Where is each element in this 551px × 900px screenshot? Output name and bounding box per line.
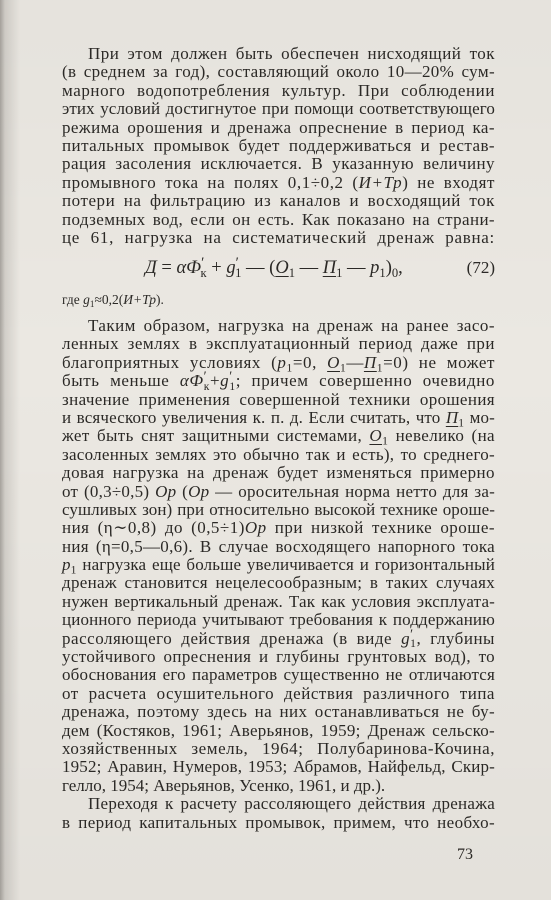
text-run: дренажа, поэтому здесь на них останавливаться не бу-: [62, 702, 495, 722]
line-text: [62, 703, 495, 721]
italic-symbol: p: [62, 555, 71, 575]
text-run: невелико (на: [388, 426, 495, 446]
paragraph: [62, 45, 495, 247]
italic-symbol: Д: [145, 258, 157, 278]
paragraph: [62, 795, 495, 832]
text-line: [62, 119, 495, 137]
text-run: жет быть снят защитными системами,: [62, 426, 370, 446]
subscript: 1: [410, 637, 417, 651]
text-run: Таким образом, нагрузка на дренаж на ранее засо-: [88, 316, 495, 335]
subscript: 1: [286, 361, 293, 375]
line-text: [62, 446, 495, 464]
italic-symbol: g: [401, 628, 411, 648]
text-run: ) не входят: [402, 172, 495, 192]
text-line: [62, 593, 495, 611]
text-run: хозяйственных земель, 1964; Полубаринова-Кочина,: [62, 738, 495, 758]
line-text: [62, 407, 495, 430]
line-text: [62, 519, 495, 537]
line-text: [62, 574, 495, 592]
text-run: от (0,3÷0,5): [62, 481, 156, 501]
line-text: [62, 174, 495, 192]
text-line: [62, 703, 495, 721]
text-run: це 61, нагрузка на систематический дренаж равна:: [62, 227, 495, 247]
subscript: 1: [376, 361, 384, 375]
text-run: сушливых зон) при относительно высокой технике ороше-: [62, 499, 495, 519]
text-run: где: [62, 292, 84, 307]
text-run: ): [385, 258, 392, 278]
line-text: [62, 483, 495, 501]
underlined-symbol: П: [363, 352, 377, 372]
text-line: [62, 464, 495, 482]
line-text: [62, 426, 495, 449]
line-text: [62, 211, 495, 229]
subscript: 1: [229, 379, 236, 393]
subscript: 1: [235, 266, 242, 281]
text-line: [62, 611, 495, 629]
text-run: при низкой технике ороше-: [266, 518, 495, 538]
line-text: [62, 814, 495, 832]
text-run: , глубины: [416, 628, 495, 648]
line-text: [62, 368, 495, 393]
italic-symbol: g: [226, 258, 236, 278]
line-text: [62, 777, 385, 795]
line-text: [62, 352, 495, 375]
text-line: [62, 335, 495, 353]
line-text: [62, 501, 495, 519]
text-run: быть меньше: [62, 371, 180, 391]
subscript: 1: [339, 361, 347, 375]
text-run: —: [342, 258, 371, 278]
text-run: промывного тока на полях 0,1÷0,2 (: [62, 172, 359, 192]
italic-symbol: p: [370, 258, 380, 278]
line-text: [62, 82, 495, 100]
text-line: [62, 777, 495, 795]
line-text: [62, 611, 495, 629]
text-run: потери на фильтрацию из каналов и восходящий ток: [62, 191, 495, 211]
text-run: ).: [156, 292, 164, 307]
line-text: [62, 464, 495, 482]
line-text: [62, 63, 495, 81]
text-run: —: [346, 352, 364, 372]
text-line: [62, 100, 495, 118]
text-run: гелло, 1954; Аверьянов, Усенко, 1961, и др.).: [62, 775, 386, 795]
text-line: [62, 758, 495, 776]
text-line: [62, 501, 495, 519]
subscript: 1: [379, 266, 386, 281]
text-run: обоснования его параметров существенно не отличаются: [62, 665, 495, 685]
text-run: (в среднем за год), составляющий около 10—20% сум-: [62, 62, 495, 82]
text-run: 1952; Аравин, Нумеров, 1953; Абрамов, Найфельд, Скир-: [62, 757, 495, 777]
line-text: [62, 740, 495, 758]
text-run: рация засоления исключается. В указанную величину: [62, 154, 495, 174]
subscript: 1: [382, 435, 389, 449]
prime-superscript: ′: [229, 368, 233, 384]
italic-symbol: g: [220, 371, 230, 391]
prime-superscript: ′: [410, 625, 414, 641]
line-text: [62, 685, 495, 703]
text-run: устойчивого опреснения и глубины грунтовых вод), то: [62, 647, 495, 667]
subscript: 1: [89, 298, 95, 309]
line-text: [62, 137, 495, 155]
page-number: 73: [457, 846, 473, 863]
underlined-symbol: П: [322, 258, 337, 278]
text-run: =: [156, 258, 177, 278]
italic-symbol: Ор: [188, 481, 210, 501]
line-text: [62, 335, 495, 353]
text-run: и всяческого увеличения к. п. д. Если считать, что: [62, 407, 446, 427]
text-run: режима орошения и дренажа опреснение в период ка-: [62, 117, 495, 137]
underlined-symbol: О: [369, 426, 383, 446]
prime-superscript: ′: [201, 254, 205, 271]
text-run: (: [176, 481, 189, 501]
text-run: этих условий достигнутое при помощи соответствующего: [62, 99, 495, 119]
subscript: 1: [70, 563, 77, 577]
text-run: от расчета осушительного действия различного типа: [62, 683, 495, 703]
text-line: [62, 317, 495, 335]
paragraph: [62, 317, 495, 795]
text-line: [62, 82, 495, 100]
text-line: [62, 666, 495, 684]
text-run: =0,: [292, 352, 328, 372]
line-text: [88, 317, 495, 335]
text-run: +: [209, 371, 221, 391]
line-text: [62, 625, 495, 651]
line-text: [62, 722, 495, 740]
underlined-symbol: О: [327, 352, 340, 372]
subscript: 0: [391, 266, 399, 281]
line-text: [88, 795, 495, 813]
text-line: [62, 722, 495, 740]
text-run: ≈0,2(: [94, 292, 124, 307]
text-line: [62, 574, 495, 592]
text-line: [62, 648, 495, 666]
text-line: [62, 426, 495, 449]
text-line: [62, 211, 495, 229]
text-run: довая нагрузка на дренаж будет изменяться примерно: [62, 463, 495, 483]
italic-symbol: g: [83, 292, 90, 307]
text-line: [62, 63, 495, 81]
line-text: [62, 666, 495, 684]
line-text: [62, 648, 495, 666]
text-run: Переходя к расчету рассоляющего действия дренажа: [88, 794, 495, 814]
text-run: ,: [398, 258, 403, 278]
italic-symbol: αФ: [176, 258, 202, 278]
text-run: питальных промывок будет поддерживаться и рестав-: [62, 135, 495, 155]
line-text: [62, 758, 495, 776]
line-text: [62, 391, 495, 409]
text-line: [62, 795, 495, 813]
text-run: ния (η∼0,8) до (0,5÷1): [62, 518, 245, 538]
text-line: [62, 519, 495, 537]
underlined-symbol: П: [445, 407, 459, 427]
underlined-symbol: О: [275, 258, 289, 278]
italic-symbol: αФ: [179, 371, 204, 391]
text-line: [62, 368, 495, 393]
italic-symbol: Ор: [155, 481, 177, 501]
text-line: [62, 483, 495, 501]
text-run: нагрузка еще больше увеличивается и горизонтальный: [76, 555, 495, 575]
formula-body: [145, 253, 403, 283]
text-run: дренаж становится нецелесообразным; в таких случаях: [62, 573, 495, 593]
text-run: подземных вод, если он есть. Как показано на страни-: [62, 209, 495, 229]
equation-number: (72): [466, 258, 495, 277]
prime-superscript: ′: [235, 254, 239, 271]
line-text: [62, 229, 495, 247]
line-text: [62, 555, 495, 577]
text-run: При этом должен быть обеспечен нисходящий ток: [88, 44, 495, 63]
text-run: ния (η=0,5—0,6). В случае восходящего напорного тока: [62, 536, 495, 556]
text-run: =0) не может: [383, 352, 495, 372]
text-run: ленных землях в эксплуатационный период даже при: [62, 334, 495, 354]
line-text: [62, 538, 495, 556]
text-line: [62, 446, 495, 464]
line-text: [88, 45, 495, 63]
text-run: засоленных землях это обычно так и есть), то среднего-: [62, 444, 495, 464]
text-line: [62, 740, 495, 758]
text-line: [62, 192, 495, 210]
text-run: значение применения совершенной техники орошения: [62, 389, 495, 409]
line-text: [62, 155, 495, 173]
line-text: [62, 593, 495, 611]
subscript: к: [200, 266, 207, 281]
text-line: [62, 555, 495, 577]
text-line: [62, 137, 495, 155]
prime-superscript: ′: [203, 368, 208, 384]
text-run: —: [294, 258, 323, 278]
line-text: [62, 100, 495, 118]
subscript: 1: [458, 416, 465, 430]
text-line: [62, 45, 495, 63]
subscript: 1: [336, 266, 343, 281]
italic-symbol: p: [277, 352, 287, 372]
text-line: [62, 685, 495, 703]
text-run: ционного периода учитывают требования к поддержанию: [62, 610, 495, 630]
text-run: +: [206, 258, 227, 278]
text-line: [62, 625, 495, 651]
text-run: в период капитальных промывок, примем, что необхо-: [62, 812, 495, 832]
text-run: — (: [241, 258, 276, 278]
text-run: благоприятных условиях (: [62, 352, 278, 372]
italic-symbol: Ор: [244, 518, 267, 538]
text-run: нужен вертикальный дренаж. Так как условия эксплуата-: [62, 591, 495, 611]
text-line: [62, 174, 495, 192]
where-note: [62, 292, 495, 308]
text-run: марного водопотребления культур. При соблюдении: [62, 80, 495, 100]
italic-symbol: И+Тр: [358, 172, 403, 192]
subscript: 1: [288, 266, 295, 281]
text-run: ; причем совершенно очевидно: [235, 371, 495, 391]
text-run: — оросительная норма нетто для за-: [209, 481, 495, 501]
text-line: [62, 538, 495, 556]
line-text: [62, 192, 495, 210]
italic-symbol: И+Тр: [123, 292, 157, 307]
text-line: [62, 352, 495, 375]
line-text: [62, 119, 495, 137]
text-line: [62, 391, 495, 409]
text-line: [62, 229, 495, 247]
formula-72: [62, 253, 495, 283]
text-line: [62, 407, 495, 430]
text-run: рассоляющего действия дренажа (в виде: [62, 628, 402, 648]
text-run: мо-: [464, 407, 495, 427]
text-line: [62, 155, 495, 173]
subscript: к: [203, 379, 210, 393]
text-run: дем (Костяков, 1961; Аверьянов, 1959; Дренаж сельско-: [62, 720, 495, 740]
text-line: [62, 814, 495, 832]
